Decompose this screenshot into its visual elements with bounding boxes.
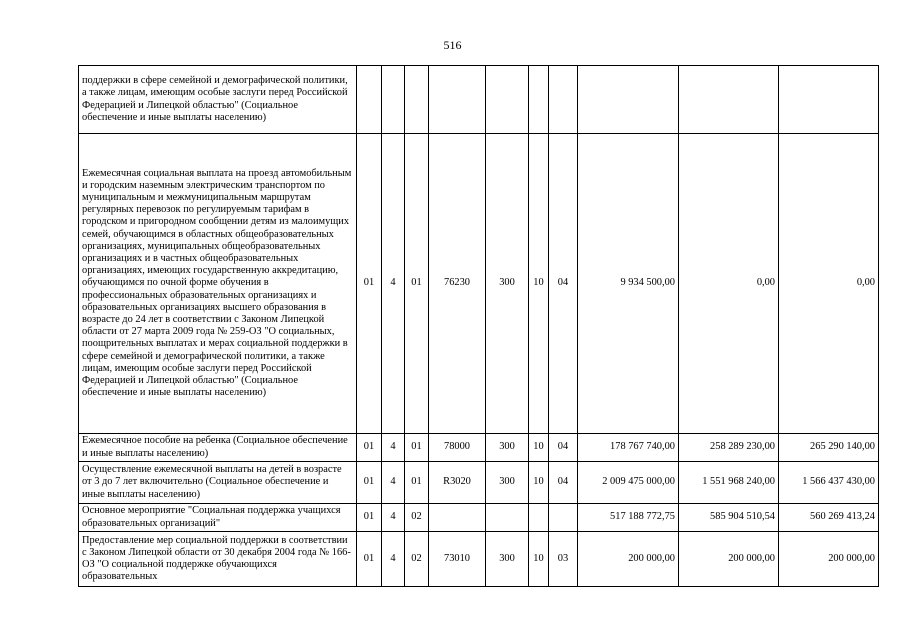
table-row [79, 532, 879, 587]
expense-type-code: 300 [486, 532, 529, 587]
amount-year-1: 517 188 772,75 [578, 504, 679, 532]
direction-code [429, 66, 486, 134]
subprogram-code [382, 66, 405, 134]
subsection-code [549, 504, 578, 532]
section-code: 10 [529, 462, 549, 504]
table-row [79, 134, 879, 434]
amount-year-3 [779, 66, 879, 134]
subsection-code: 04 [549, 434, 578, 462]
direction-code: 76230 [429, 134, 486, 434]
amount-year-1: 200 000,00 [578, 532, 679, 587]
section-code: 10 [529, 434, 549, 462]
section-code: 10 [529, 532, 549, 587]
row-description: Ежемесячное пособие на ребенка (Социальное обеспечение и иные выплаты населению) [79, 434, 357, 462]
subsection-code: 04 [549, 462, 578, 504]
subprogram-code: 4 [382, 134, 405, 434]
direction-code [429, 504, 486, 532]
amount-year-2 [679, 66, 779, 134]
row-description: Осуществление ежемесячной выплаты на детей в возрасте от 3 до 7 лет включительно (Социальное обеспечение и иные выплаты населению) [79, 462, 357, 504]
amount-year-1: 9 934 500,00 [578, 134, 679, 434]
program-code: 01 [357, 532, 382, 587]
subprogram-code: 4 [382, 504, 405, 532]
row-description: Основное мероприятие "Социальная поддержка учащихся образовательных организаций" [79, 504, 357, 532]
expense-type-code: 300 [486, 434, 529, 462]
event-code: 01 [405, 134, 429, 434]
table-row [79, 462, 879, 504]
amount-year-3: 200 000,00 [779, 532, 879, 587]
event-code: 01 [405, 462, 429, 504]
amount-year-3: 265 290 140,00 [779, 434, 879, 462]
page-number: 516 [443, 38, 462, 52]
event-code: 01 [405, 434, 429, 462]
row-description: Ежемесячная социальная выплата на проезд автомобильным и городским наземным электрическим транспортом по муниципальным и межмуниципальным маршрутам регулярных перевозок по регулируемым тарифам в городском и пригородном сообщении детям из малоимущих семей, обучающимся в областных общеобразовательных организациях, муниципальных общеобразовательных организациях и в частных общеобразовательных организациях, имеющих государственную аккредитацию, обучающимся по очной форме обучения в профессиональных образовательных организациях и образовательных организациях высшего образования в возрасте до 24 лет в соответствии с Законом Липецкой области от 27 марта 2009 года № 259-ОЗ "О социальных, поощрительных выплатах и мерах социальной поддержки в сфере семейной и демографической политики, а также лицам, имеющим особые заслуги перед Российской Федерацией и Липецкой областью" (Социальное обеспечение и иные выплаты населению) [79, 134, 357, 434]
subprogram-code: 4 [382, 462, 405, 504]
budget-table [78, 65, 879, 587]
row-description: Предоставление мер социальной поддержки в соответствии с Законом Липецкой области от 30 декабря 2004 года № 166-ОЗ "О социальной поддержке обучающихся образовательных [79, 532, 357, 587]
program-code [357, 66, 382, 134]
amount-year-2: 200 000,00 [679, 532, 779, 587]
program-code: 01 [357, 504, 382, 532]
amount-year-3: 1 566 437 430,00 [779, 462, 879, 504]
expense-type-code: 300 [486, 134, 529, 434]
table-row [79, 434, 879, 462]
amount-year-1: 178 767 740,00 [578, 434, 679, 462]
direction-code: 78000 [429, 434, 486, 462]
amount-year-2: 0,00 [679, 134, 779, 434]
amount-year-2: 1 551 968 240,00 [679, 462, 779, 504]
section-code: 10 [529, 134, 549, 434]
table-row [79, 504, 879, 532]
program-code: 01 [357, 434, 382, 462]
expense-type-code: 300 [486, 462, 529, 504]
event-code: 02 [405, 532, 429, 587]
expense-type-code [486, 504, 529, 532]
expense-type-code [486, 66, 529, 134]
subsection-code: 04 [549, 134, 578, 434]
amount-year-2: 258 289 230,00 [679, 434, 779, 462]
event-code [405, 66, 429, 134]
program-code: 01 [357, 462, 382, 504]
program-code: 01 [357, 134, 382, 434]
amount-year-3: 560 269 413,24 [779, 504, 879, 532]
amount-year-3: 0,00 [779, 134, 879, 434]
direction-code: R3020 [429, 462, 486, 504]
amount-year-2: 585 904 510,54 [679, 504, 779, 532]
section-code [529, 66, 549, 134]
row-description: поддержки в сфере семейной и демографической политики, а также лицам, имеющим особые заслуги перед Российской Федерацией и Липецкой областью" (Социальное обеспечение и иные выплаты населению) [79, 66, 357, 134]
subsection-code [549, 66, 578, 134]
subsection-code: 03 [549, 532, 578, 587]
table-row [79, 66, 879, 134]
direction-code: 73010 [429, 532, 486, 587]
amount-year-1: 2 009 475 000,00 [578, 462, 679, 504]
section-code [529, 504, 549, 532]
subprogram-code: 4 [382, 532, 405, 587]
event-code: 02 [405, 504, 429, 532]
subprogram-code: 4 [382, 434, 405, 462]
amount-year-1 [578, 66, 679, 134]
